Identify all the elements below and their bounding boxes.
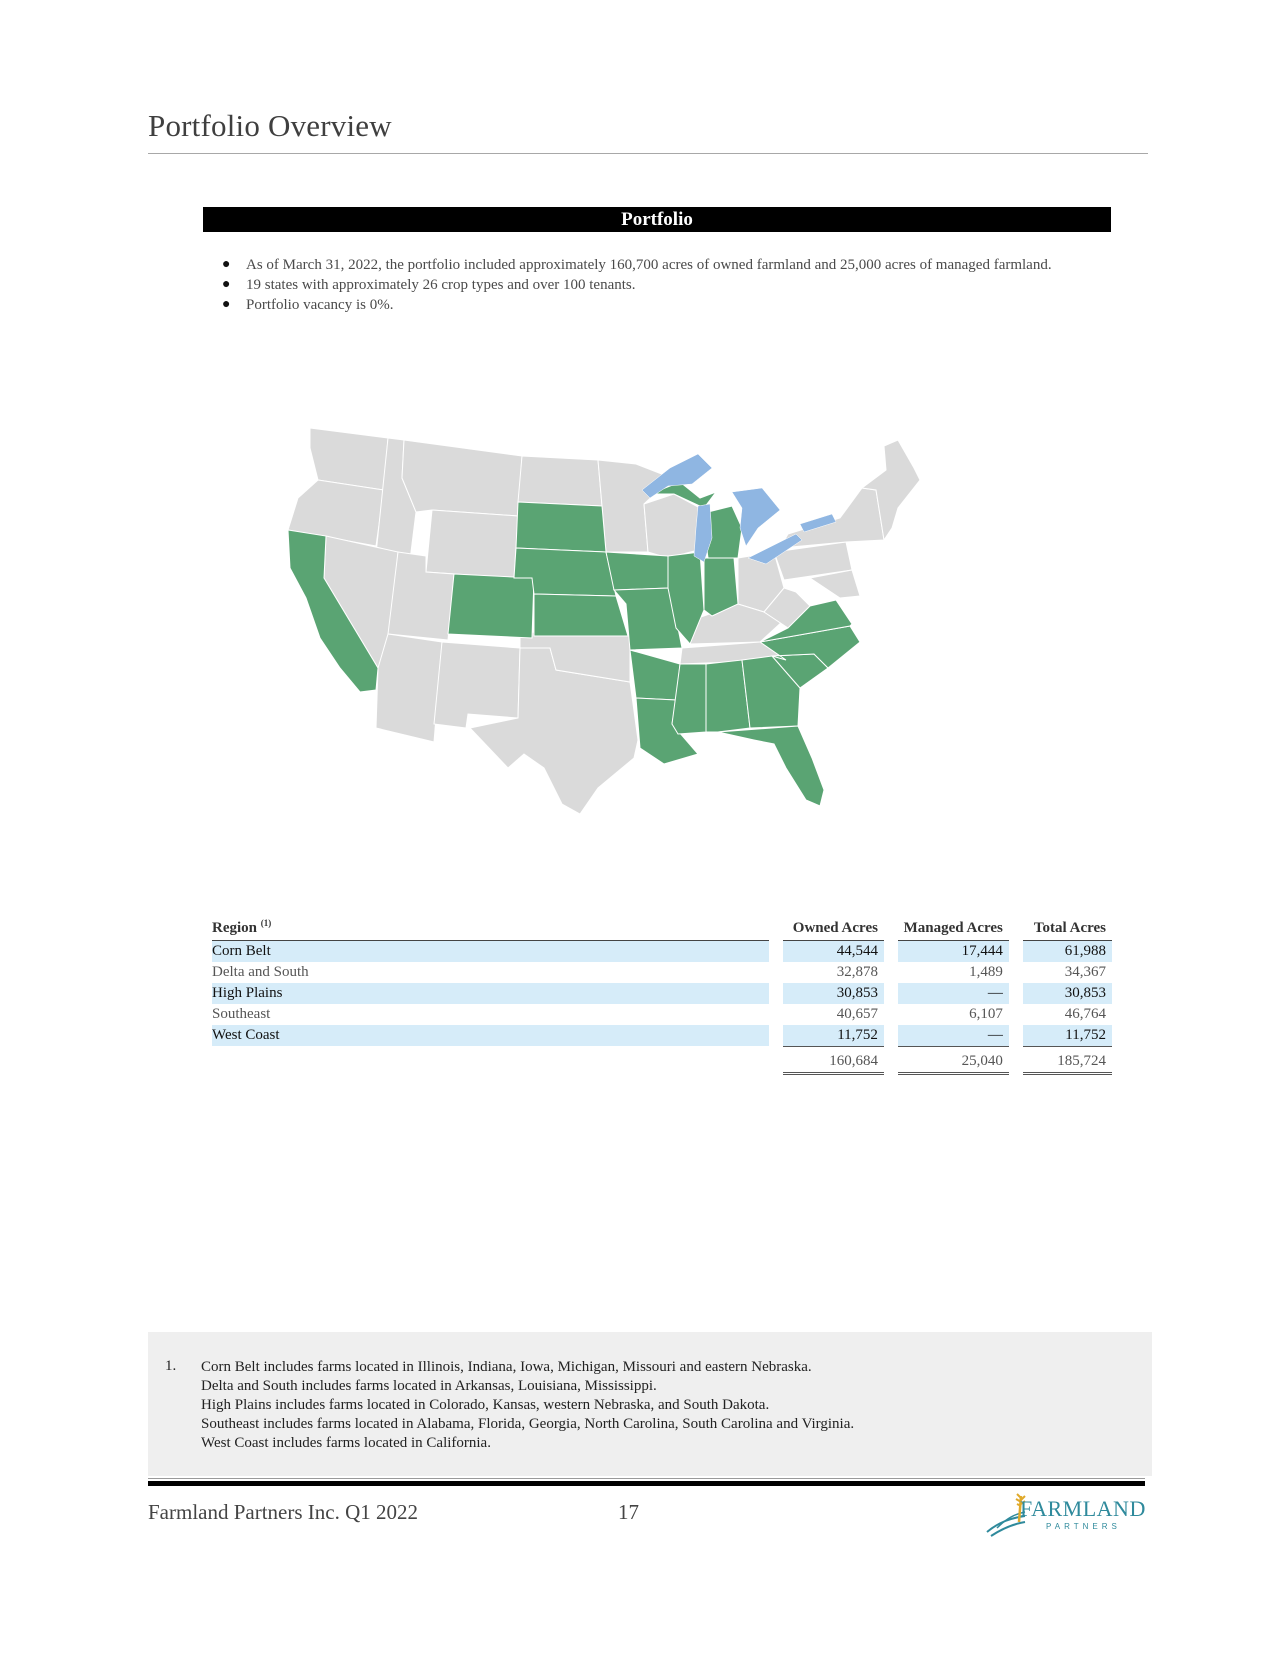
region-name: High Plains — [212, 983, 769, 1004]
managed-acres-total: 25,040 — [898, 1046, 1009, 1075]
us-portfolio-map — [280, 428, 960, 848]
state-new-mexico — [434, 642, 520, 728]
footer-divider-thin — [148, 1478, 1145, 1479]
table-header-row — [212, 918, 1112, 941]
region-acres-table — [212, 918, 1112, 1075]
bullet-icon: ● — [222, 297, 231, 312]
total-acres-total: 185,724 — [1023, 1046, 1112, 1075]
state-arizona — [376, 634, 442, 742]
table-row — [212, 962, 1112, 983]
state-wyoming — [426, 510, 518, 578]
bullet-icon: ● — [222, 277, 231, 292]
title-divider — [148, 153, 1148, 154]
state-arkansas — [630, 650, 680, 700]
column-header-region: Region $^{(1)}$ — [212, 918, 769, 941]
region-name: Delta and South — [212, 964, 309, 980]
logo-wordmark: FARMLAND — [1020, 1496, 1146, 1521]
total-acres: 34,367 — [1064, 964, 1106, 980]
column-header-total: Total Acres — [1023, 918, 1112, 941]
page-title: Portfolio Overview — [148, 108, 392, 143]
bullet-item: ● 19 states with approximately 26 crop types and over 100 tenants. — [222, 277, 636, 293]
footnote-box — [148, 1332, 1152, 1476]
total-acres: 46,764 — [1064, 1006, 1106, 1022]
owned-acres: 40,657 — [836, 1006, 878, 1022]
state-north-dakota — [518, 456, 602, 506]
state-montana — [402, 440, 522, 516]
table-row — [212, 983, 1112, 1004]
owned-acres: 32,878 — [836, 964, 878, 980]
column-header-managed: Managed Acres — [898, 918, 1009, 941]
section-heading: Portfolio — [203, 207, 1111, 232]
footer-company-period: Farmland Partners Inc. Q1 2022 — [148, 1500, 419, 1524]
table-row — [212, 1025, 1112, 1046]
bullet-list — [218, 255, 1098, 315]
owned-acres: 30,853 — [783, 983, 884, 1004]
owned-acres-total: 160,684 — [783, 1046, 884, 1075]
footnote-line: Delta and South includes farms located in Arkansas, Louisiana, Mississippi. — [201, 1378, 657, 1394]
region-name: Corn Belt — [212, 941, 769, 962]
logo-subtitle: PARTNERS — [1046, 1522, 1121, 1531]
footnote-line: High Plains includes farms located in Colorado, Kansas, western Nebraska, and South Dakota. — [201, 1397, 770, 1413]
page-number: 17 — [618, 1500, 639, 1524]
footnote-number: 1. — [165, 1358, 177, 1374]
table-row — [212, 941, 1112, 962]
managed-acres: 1,489 — [969, 964, 1003, 980]
bullet-icon: ● — [222, 257, 231, 272]
bullet-item: ● As of March 31, 2022, the portfolio included approximately 160,700 acres of owned farmland and 25,000 acres of managed farmland. — [222, 257, 1052, 273]
state-south-dakota — [516, 502, 606, 552]
footnote-text — [201, 1358, 854, 1453]
state-kansas — [534, 594, 628, 636]
region-name: West Coast — [212, 1025, 769, 1046]
state-wisconsin — [644, 494, 700, 558]
owned-acres: 11,752 — [783, 1025, 884, 1046]
table-total-row — [212, 1046, 1112, 1075]
footnote-line: West Coast includes farms located in California. — [201, 1435, 491, 1451]
managed-acres: 17,444 — [898, 941, 1009, 962]
total-acres: 11,752 — [1023, 1025, 1112, 1046]
footnote-line: Southeast includes farms located in Alabama, Florida, Georgia, North Carolina, South Carolina and Virginia. — [201, 1416, 855, 1432]
column-header-owned: Owned Acres — [783, 918, 884, 941]
table-row — [212, 1004, 1112, 1025]
total-acres: 61,988 — [1023, 941, 1112, 962]
managed-acres: 6,107 — [969, 1006, 1003, 1022]
owned-acres: 44,544 — [783, 941, 884, 962]
us-map-svg — [280, 428, 960, 848]
footer-divider — [148, 1481, 1145, 1486]
state-iowa — [606, 552, 668, 590]
managed-acres: — — [898, 983, 1009, 1004]
state-colorado — [448, 574, 534, 638]
region-name: Southeast — [212, 1006, 271, 1022]
managed-acres: — — [898, 1025, 1009, 1046]
state-florida — [718, 726, 824, 806]
bullet-item: ● Portfolio vacancy is 0%. — [222, 297, 394, 313]
total-acres: 30,853 — [1023, 983, 1112, 1004]
footnote-line: Corn Belt includes farms located in Illinois, Indiana, Iowa, Michigan, Missouri and eastern Nebraska. — [201, 1359, 812, 1375]
